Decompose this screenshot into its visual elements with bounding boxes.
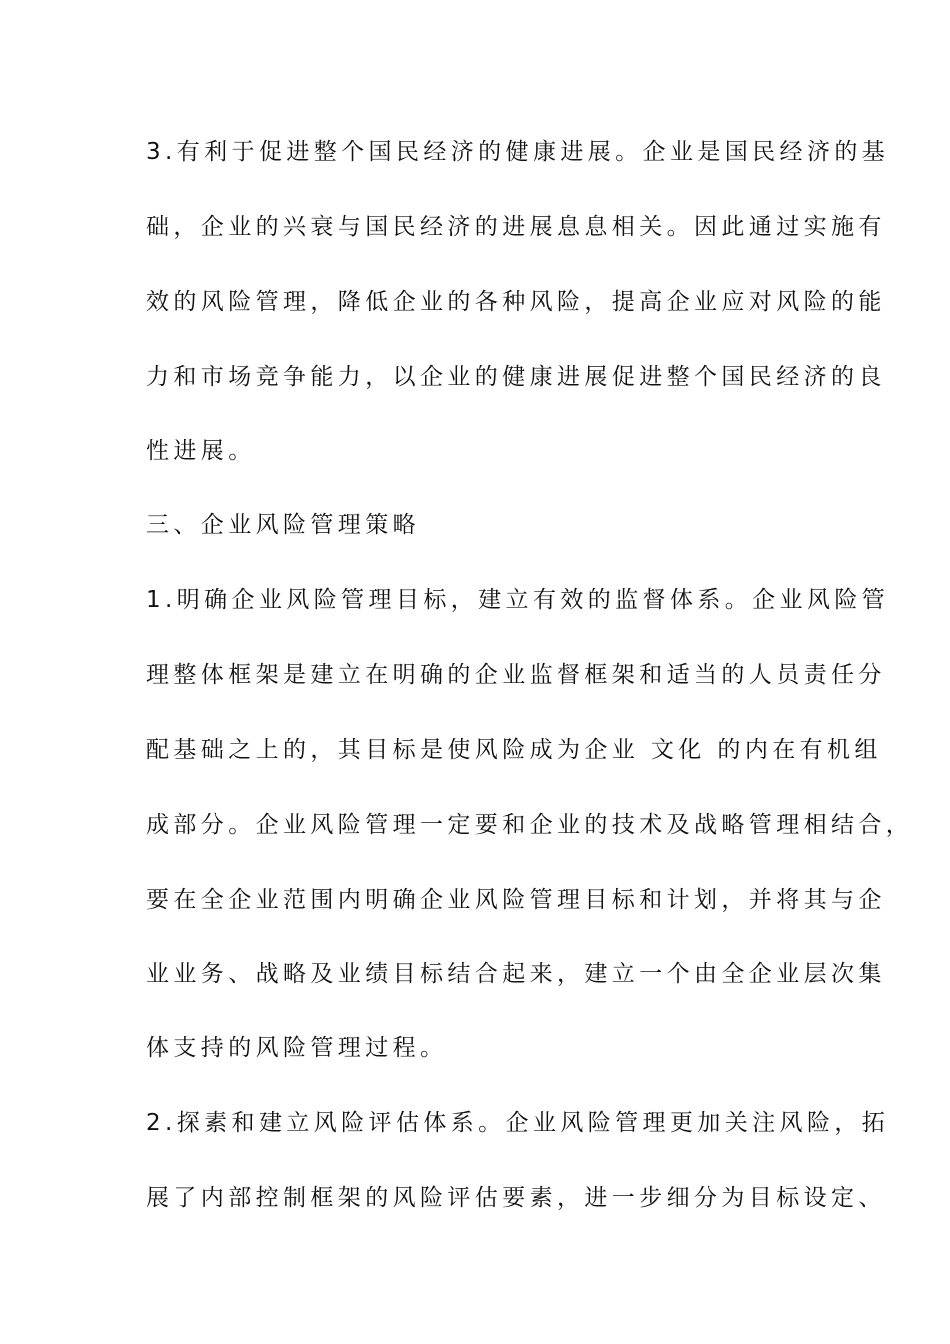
paragraph-line: 力和市场竞争能力，以企业的健康进展促进整个国民经济的良 [146, 364, 886, 390]
paragraph-line: 理整体框架是建立在明确的企业监督框架和适当的人员责任分 [146, 662, 886, 688]
paragraph-line: 成部分。企业风险管理一定要和企业的技术及战略管理相结合， [146, 812, 914, 838]
paragraph-line: 1.明确企业风险管理目标，建立有效的监督体系。企业风险管 [146, 587, 890, 613]
paragraph-line: 性进展。 [146, 438, 256, 464]
paragraph-line: 础，企业的兴衰与国民经济的进展息息相关。因此通过实施有 [146, 214, 886, 240]
paragraph-line: 业业务、战略及业绩目标结合起来，建立一个由全企业层次集 [146, 961, 886, 987]
paragraph-line: 配基础之上的，其目标是使风险成为企业 文化 的内在有机组 [146, 737, 882, 763]
paragraph-line: 3.有利于促进整个国民经济的健康进展。企业是国民经济的基 [146, 139, 890, 165]
paragraph-line: 效的风险管理，降低企业的各种风险，提高企业应对风险的能 [146, 289, 886, 315]
paragraph-line: 2.探素和建立风险评估体系。企业风险管理更加关注风险，拓 [146, 1110, 890, 1136]
paragraph-line: 展了内部控制框架的风险评估要素，进一步细分为目标设定、 [146, 1185, 886, 1211]
paragraph-line: 要在全企业范围内明确企业风险管理目标和计划，并将其与企 [146, 887, 886, 913]
section-heading: 三、企业风险管理策略 [146, 512, 420, 538]
paragraph-line: 体支持的风险管理过程。 [146, 1035, 448, 1061]
